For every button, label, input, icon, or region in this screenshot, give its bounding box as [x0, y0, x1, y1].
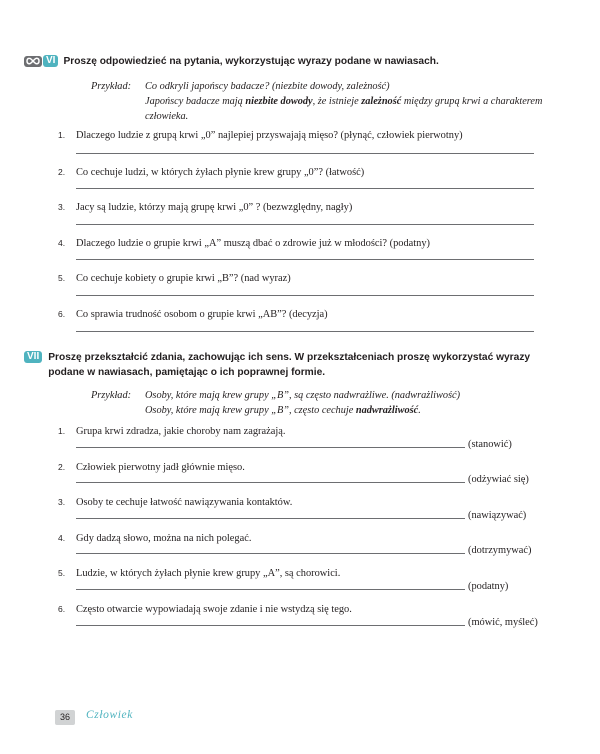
word-hint: (stanowić)	[468, 439, 512, 450]
question-item: 5. Co cechuje kobiety o grupie krwi „B”? (nad wyraz)	[58, 273, 291, 284]
transform-item: 1. Grupa krwi zdradza, jakie choroby nam zagrażają.	[58, 426, 286, 437]
example-question: Co odkryli japońscy badacze? (niezbite dowody, zależność)	[145, 81, 390, 92]
answer-line[interactable]	[76, 259, 534, 260]
page-number: 36	[55, 710, 75, 725]
transform-item: 4. Gdy dadzą słowo, można na nich polegać.	[58, 533, 252, 544]
word-hint: (nawiązywać)	[468, 510, 527, 521]
example-answer: Japońscy badacze mają niezbite dowody, że istnieje zależność między grupą krwi a charakterem	[145, 96, 543, 107]
word-hint: (odżywiać się)	[468, 474, 529, 485]
question-item: 6. Co sprawia trudność osobom o grupie krwi „AB”? (decyzja)	[58, 309, 328, 320]
transform-item: 5. Ludzie, w których żyłach płynie krew grupy „A”, są chorowici.	[58, 568, 341, 579]
example-answer: Osoby, które mają krew grupy „B”, często cechuje nadwrażliwość.	[145, 405, 421, 416]
word-hint: (mówić, myśleć)	[468, 617, 538, 628]
answer-line[interactable]	[76, 625, 465, 626]
transform-item: 3. Osoby te cechuje łatwość nawiązywania kontaktów.	[58, 497, 293, 508]
section-6-badge	[24, 55, 58, 67]
example-sentence: Osoby, które mają krew grupy „B”, są często nadwrażliwe. (nadwrażliwość)	[145, 390, 461, 401]
section-7-title: Proszę przekształcić zdania, zachowując ich sens. W przekształceniach proszę wykorzystać wyrazy podane w nawiasach, pamiętając o ich poprawnej formie.	[48, 352, 531, 378]
transform-item: 2. Człowiek pierwotny jadł głównie mięso.	[58, 462, 245, 473]
word-hint: (dotrzymywać)	[468, 545, 532, 556]
transform-item: 6. Często otwarcie wypowiadają swoje zdanie i nie wstydzą się tego.	[58, 604, 352, 615]
section-7-badge	[24, 351, 42, 363]
answer-line[interactable]	[76, 589, 465, 590]
answer-line[interactable]	[76, 482, 465, 483]
chapter-title: Człowiek	[86, 709, 133, 721]
example-label: Przykład:	[91, 81, 132, 92]
word-hint: (podatny)	[468, 581, 509, 592]
question-item: 1. Dlaczego ludzie z grupą krwi „0” najlepiej przyswajają mięso? (płynąć, człowiek pierwotny)	[58, 130, 463, 141]
section-6-number: VI	[43, 55, 58, 67]
example-label: Przykład:	[91, 390, 132, 401]
question-item: 4. Dlaczego ludzie o grupie krwi „A” muszą dbać o zdrowie już w młodości? (podatny)	[58, 238, 431, 249]
section-6-example	[91, 79, 542, 124]
answer-line[interactable]	[76, 224, 534, 225]
answer-line[interactable]	[76, 188, 534, 189]
answer-line[interactable]	[76, 447, 465, 448]
section-6-header	[24, 54, 439, 69]
infinity-icon	[24, 56, 42, 67]
section-7-number: VII	[24, 351, 42, 363]
answer-line[interactable]	[76, 518, 465, 519]
section-6-title: Proszę odpowiedzieć na pytania, wykorzystując wyrazy podane w nawiasach.	[63, 56, 439, 67]
answer-line[interactable]	[76, 153, 534, 154]
section-7-header	[24, 350, 530, 380]
answer-line[interactable]	[76, 295, 534, 296]
section-7-example	[91, 388, 460, 418]
example-answer-cont: człowieka.	[145, 111, 189, 122]
answer-line[interactable]	[76, 553, 465, 554]
question-item: 3. Jacy są ludzie, którzy mają grupę krwi „0” ? (bezwzględny, nagły)	[58, 202, 353, 213]
question-item: 2. Co cechuje ludzi, w których żyłach płynie krew grupy „0”? (łatwość)	[58, 167, 365, 178]
answer-line[interactable]	[76, 331, 534, 332]
